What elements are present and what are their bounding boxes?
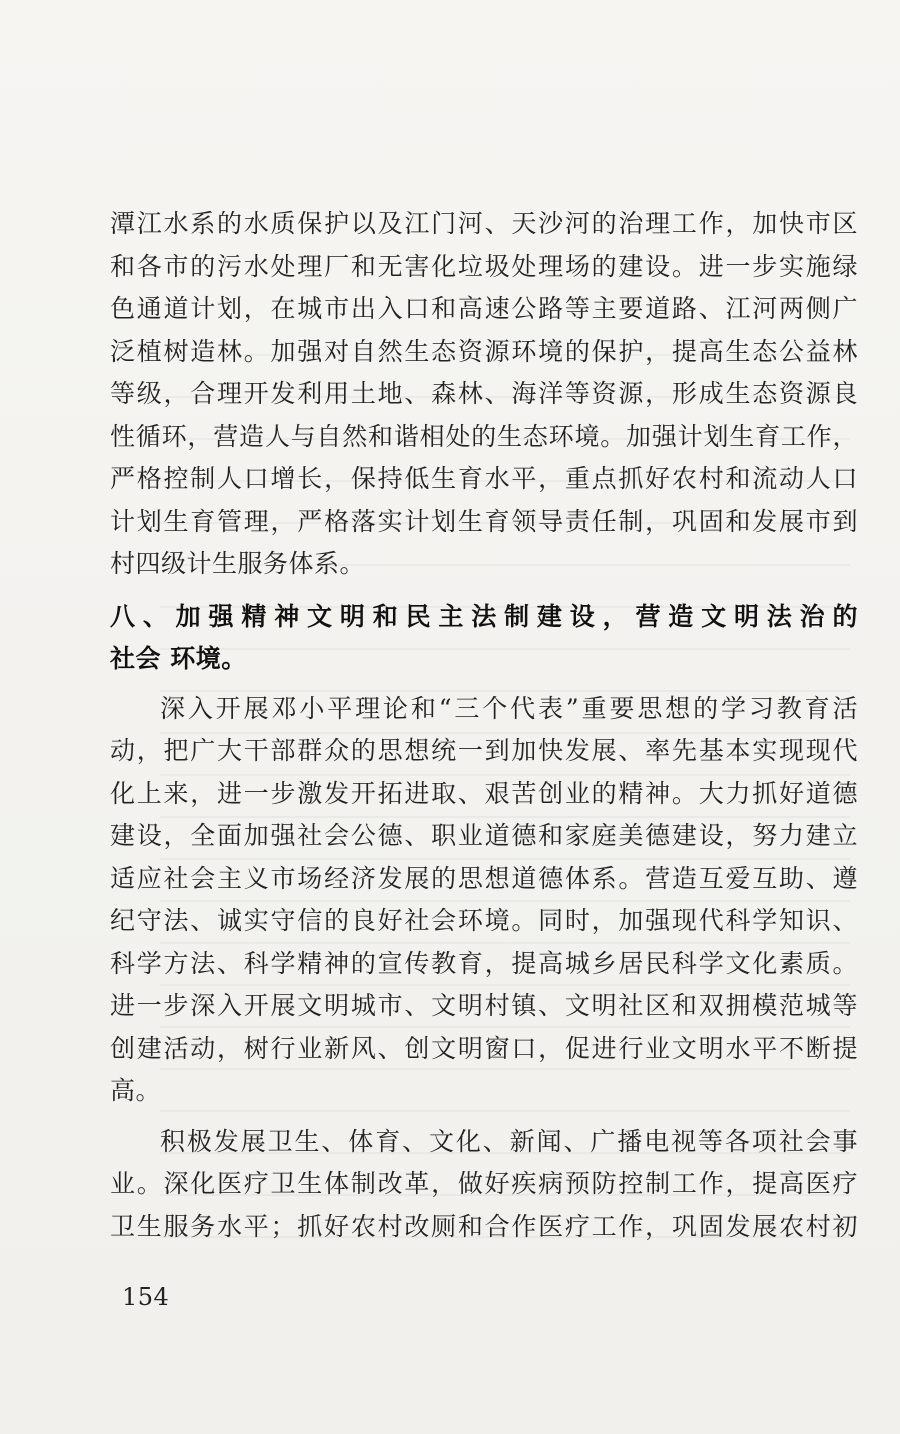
text-line: 深入开展邓小平理论和“三个代表”重要思想的学习教育活	[160, 693, 858, 723]
text-line: 色通道计划，在城市出入口和高速公路等主要道路、江河两侧广	[110, 294, 858, 323]
heading-line: 社会 环境。	[110, 643, 247, 673]
text-line: 科学方法、科学精神的宣传教育，提高城乡居民科学文化素质。	[110, 948, 858, 978]
text-line: 动，把广大干部群众的思想统一到加快发展、率先基本实现现代	[110, 736, 858, 765]
paragraph-social-affairs	[110, 1121, 858, 1249]
text-line: 进一步深入开展文明城市、文明村镇、文明社区和双拥模范城等	[110, 991, 858, 1020]
page-number: 154	[122, 1283, 170, 1311]
text-line: 卫生服务水平；抓好农村改厕和合作医疗工作，巩固发展农村初	[110, 1211, 858, 1241]
body-text	[110, 203, 858, 1248]
text-line: 和各市的污水处理厂和无害化垃圾处理场的建设。进一步实施绿	[110, 251, 858, 281]
text-line: 泛植树造林。加强对自然生态资源环境的保护，提高生态公益林	[110, 336, 858, 366]
text-line: 高。	[110, 1076, 162, 1105]
text-line: 潭江水系的水质保护以及江门河、天沙河的治理工作，加快市区	[110, 209, 858, 238]
paragraph-civilization	[110, 688, 858, 1113]
text-line: 等级，合理开发利用土地、森林、海洋等资源，形成生态资源良	[110, 379, 858, 408]
text-line: 业。深化医疗卫生体制改革，做好疾病预防控制工作，提高医疗	[110, 1169, 858, 1198]
text-line: 纪守法、诚实守信的良好社会环境。同时，加强现代科学知识、	[110, 906, 858, 935]
text-line: 积极发展卫生、体育、文化、新闻、广播电视等各项社会事	[160, 1126, 858, 1156]
section-heading	[110, 596, 858, 680]
text-line: 性循环，营造人与自然和谐相处的生态环境。加强计划生育工作，	[110, 421, 858, 451]
text-line: 创建活动，树行业新风、创文明窗口，促进行业文明水平不断提	[110, 1033, 858, 1063]
text-line: 村四级计生服务体系。	[110, 549, 366, 578]
heading-line: 八、加强精神文明和民主法制建设，营造文明法治的	[110, 601, 858, 631]
paragraph-environment	[110, 203, 858, 586]
text-line: 适应社会主义市场经济发展的思想道德体系。营造互爱互助、遵	[110, 863, 858, 893]
text-line: 严格控制人口增长，保持低生育水平，重点抓好农村和流动人口	[110, 464, 858, 493]
text-line: 化上来，进一步激发开拓进取、艰苦创业的精神。大力抓好道德	[110, 778, 858, 808]
text-line: 计划生育管理，严格落实计划生育领导责任制，巩固和发展市到	[110, 506, 858, 536]
text-line: 建设，全面加强社会公德、职业道德和家庭美德建设，努力建立	[110, 821, 858, 850]
